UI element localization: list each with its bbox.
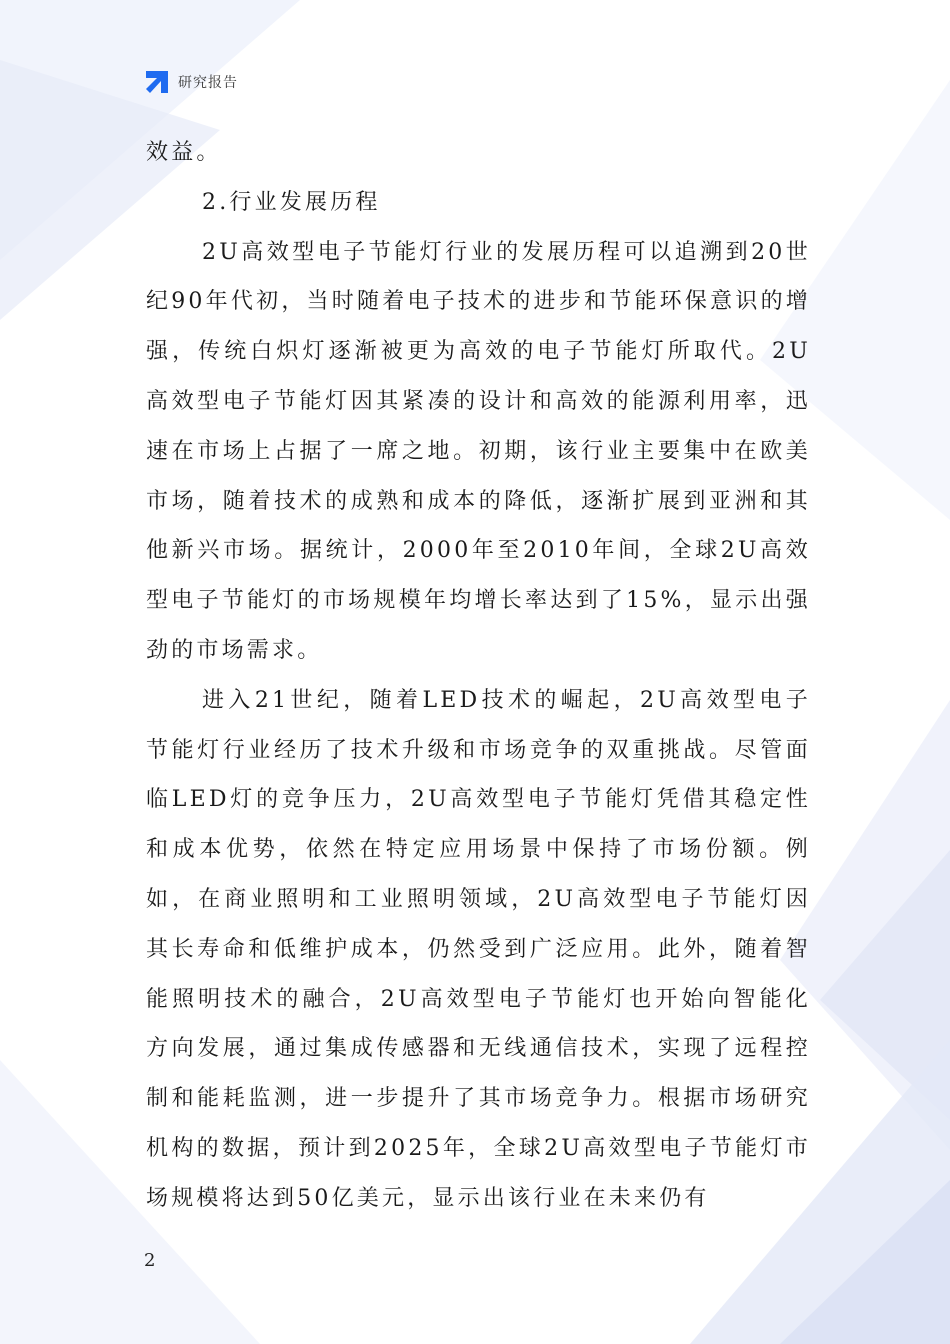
- page-number: 2: [144, 1250, 156, 1271]
- report-header: [144, 68, 238, 96]
- paragraph-continuation: 效益。: [146, 140, 222, 165]
- document-body: [146, 128, 811, 1224]
- section-heading: 2.行业发展历程: [202, 189, 381, 215]
- header-title: 研究报告: [178, 75, 238, 91]
- paragraph-history: 2U高效型电子节能灯行业的发展历程可以追溯到20世纪90年代初，当时随着电子技术的进步和节能环保意识的增强，传统白炽灯逐渐被更为高效的电子节能灯所取代。2U高效型电子节能灯因其紧凑的设计和高效的能源利用率，迅速在市场上占据了一席之地。初期，该行业主要集中在欧美市场，随着技术的成熟和成本的降低，逐渐扩展到亚洲和其他新兴市场。据统计，2000年至2010年间，全球2U高效型电子节能灯的市场规模年均增长率达到了15%，显示出强劲的市场需求。: [146, 239, 811, 663]
- arrow-up-right-icon: [144, 69, 170, 95]
- paragraph-21st-century: 进入21世纪，随着LED技术的崛起，2U高效型电子节能灯行业经历了技术升级和市场竞争的双重挑战。尽管面临LED灯的竞争压力，2U高效型电子节能灯凭借其稳定性和成本优势，依然在特定应用场景中保持了市场份额。例如，在商业照明和工业照明领域，2U高效型电子节能灯因其长寿命和低维护成本，仍然受到广泛应用。此外，随着智能照明技术的融合，2U高效型电子节能灯也开始向智能化方向发展，通过集成传感器和无线通信技术，实现了远程控制和能耗监测，进一步提升了其市场竞争力。根据市场研究机构的数据，预计到2025年，全球2U高效型电子节能灯市场规模将达到50亿美元，显示出该行业在未来仍有: [146, 687, 811, 1211]
